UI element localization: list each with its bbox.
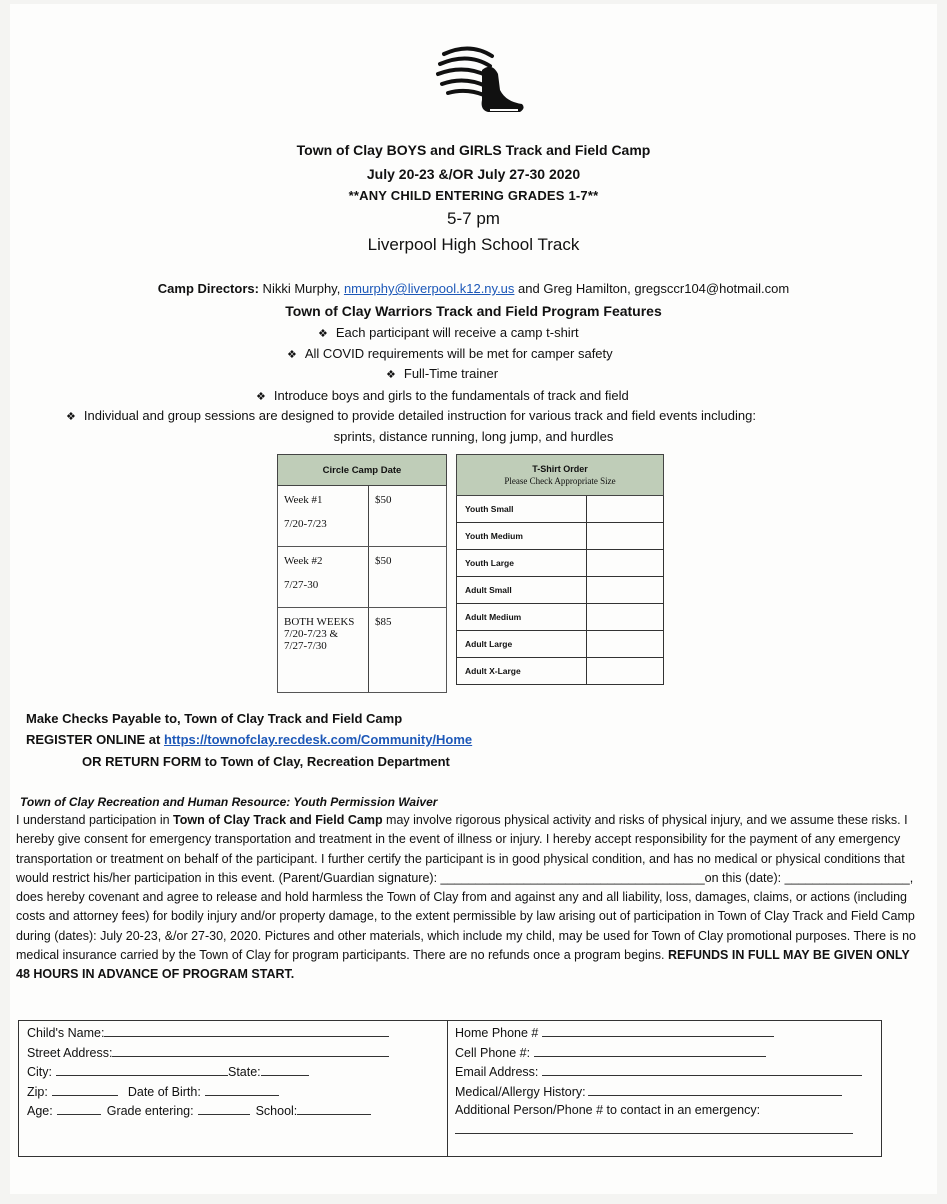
feature-item-continued: sprints, distance running, long jump, and hurdles <box>333 429 614 444</box>
diamond-bullet-icon: ❖ <box>386 369 396 381</box>
camp-directors <box>10 281 937 296</box>
camp-grades: **ANY CHILD ENTERING GRADES 1-7** <box>348 188 599 203</box>
camp-date-table-header: Circle Camp Date <box>278 455 447 486</box>
feature-item: ❖ Introduce boys and girls to the fundamentals of track and field <box>256 388 629 403</box>
state-field[interactable] <box>261 1062 309 1076</box>
street-address-field[interactable] <box>112 1043 389 1057</box>
form-divider <box>447 1021 448 1156</box>
emergency-contact-label: Additional Person/Phone # to contact in an emergency: <box>455 1103 761 1118</box>
feature-item: ❖ Full-Time trainer <box>386 366 499 381</box>
camp-dates: July 20-23 &/OR July 27-30 2020 <box>366 166 581 182</box>
feature-item: ❖ All COVID requirements will be met for camper safety <box>287 346 613 361</box>
tshirt-order-table <box>456 454 664 685</box>
director-1-email-link[interactable]: nmurphy@liverpool.k12.ny.us <box>343 281 515 296</box>
director-2-info: and Greg Hamilton, gregsccr104@hotmail.com <box>514 281 790 296</box>
director-1-name: Nikki Murphy, <box>258 281 344 296</box>
camp-time: 5-7 pm <box>447 209 500 228</box>
register-link[interactable]: https://townofclay.recdesk.com/Community/Home <box>163 732 473 747</box>
zip-field[interactable] <box>52 1082 118 1096</box>
age-field[interactable] <box>57 1101 101 1115</box>
table-row: Adult Medium <box>457 604 664 631</box>
camp-title: Town of Clay BOYS and GIRLS Track and Field Camp <box>296 142 651 158</box>
emergency-contact-field[interactable] <box>455 1120 853 1134</box>
registration-form: Child's Name: Street Address: City: State: Zip: Date of Birth: Age: Grade entering: School: Home Phone # Cell Phone #: Email Address: Medical/Allergy History: Additional Person/Phone # to contact in an emergency: <box>18 1020 882 1157</box>
table-row: Youth Medium <box>457 523 664 550</box>
diamond-bullet-icon: ❖ <box>66 411 76 423</box>
tshirt-table-header: T-Shirt Order Please Check Appropriate Size <box>457 455 664 496</box>
camp-date-table <box>277 454 447 693</box>
directors-label: Camp Directors: <box>157 281 259 296</box>
city-field[interactable] <box>56 1062 228 1076</box>
table-row: Adult X-Large <box>457 658 664 685</box>
grade-field[interactable] <box>198 1101 250 1115</box>
home-phone-field[interactable] <box>542 1023 774 1037</box>
table-row: Youth Large <box>457 550 664 577</box>
table-row[interactable]: Week #2 7/27-30 $50 <box>278 547 447 608</box>
diamond-bullet-icon: ❖ <box>256 391 266 403</box>
waiver-title: Town of Clay Recreation and Human Resource: Youth Permission Waiver <box>20 795 438 809</box>
waiver-text: I understand participation in Town of Clay Track and Field Camp may involve rigorous physical activity and risks of physical injury, and we assume these risks. I hereby give consent for emergency transportation and treatment in the event of illness or injury. I hereby accept responsibility for the payment of any emergency transportation or treatment on behalf of the participant. I further certify the participant is in good physical condition, and has no medical or physical conditions that would restrict his/her participation in this event. (Parent/Guardian signature): ______________________________________on this (date): __________________, does hereby covenant and agree to release and hold harmless the Town of Clay from and against any and all liability, loss, damages, claims, or actions (including costs and attorney fees) for bodily injury and/or property damage, to the extent permissible by law arising out of participation in Town of Clay Track and Field Camp during (dates): July 20-23, &/or 27-30, 2020. Pictures and other materials, which include my child, may be used for Town of Clay promotional purposes. There is no medical insurance carried by the Town of Clay for program participants. There are no refunds once a program begins. REFUNDS IN FULL MAY BE GIVEN ONLY 48 HOURS IN ADVANCE OF PROGRAM START. <box>16 813 916 982</box>
table-row[interactable]: Week #1 7/20-7/23 $50 <box>278 486 447 547</box>
school-field[interactable] <box>297 1101 371 1115</box>
diamond-bullet-icon: ❖ <box>287 349 297 361</box>
size-checkbox[interactable] <box>587 550 664 577</box>
return-form-instructions: OR RETURN FORM to Town of Clay, Recreation Department <box>82 754 450 769</box>
payment-instructions: Make Checks Payable to, Town of Clay Track and Field Camp <box>26 711 403 726</box>
feature-item: ❖ Individual and group sessions are designed to provide detailed instruction for various track and field events including: <box>66 408 756 423</box>
date-of-birth-field[interactable] <box>205 1082 279 1096</box>
size-checkbox[interactable] <box>587 658 664 685</box>
winged-shoe-logo <box>430 40 530 118</box>
cell-phone-field[interactable] <box>534 1043 766 1057</box>
camp-location: Liverpool High School Track <box>367 235 580 254</box>
table-row: Adult Large <box>457 631 664 658</box>
diamond-bullet-icon: ❖ <box>318 328 328 340</box>
features-title: Town of Clay Warriors Track and Field Program Features <box>285 303 662 319</box>
table-row: Adult Small <box>457 577 664 604</box>
register-online: REGISTER ONLINE at https://townofclay.recdesk.com/Community/Home <box>26 732 473 747</box>
flyer-page <box>10 4 937 1194</box>
size-checkbox[interactable] <box>587 631 664 658</box>
feature-item: ❖ Each participant will receive a camp t-shirt <box>318 325 579 340</box>
size-checkbox[interactable] <box>587 604 664 631</box>
childs-name-field[interactable] <box>104 1023 389 1037</box>
size-checkbox[interactable] <box>587 577 664 604</box>
size-checkbox[interactable] <box>587 496 664 523</box>
size-checkbox[interactable] <box>587 523 664 550</box>
email-field[interactable] <box>542 1062 862 1076</box>
table-row: Youth Small <box>457 496 664 523</box>
table-row[interactable]: BOTH WEEKS 7/20-7/23 & 7/27-7/30 $85 <box>278 608 447 693</box>
medical-history-field[interactable] <box>588 1082 842 1096</box>
